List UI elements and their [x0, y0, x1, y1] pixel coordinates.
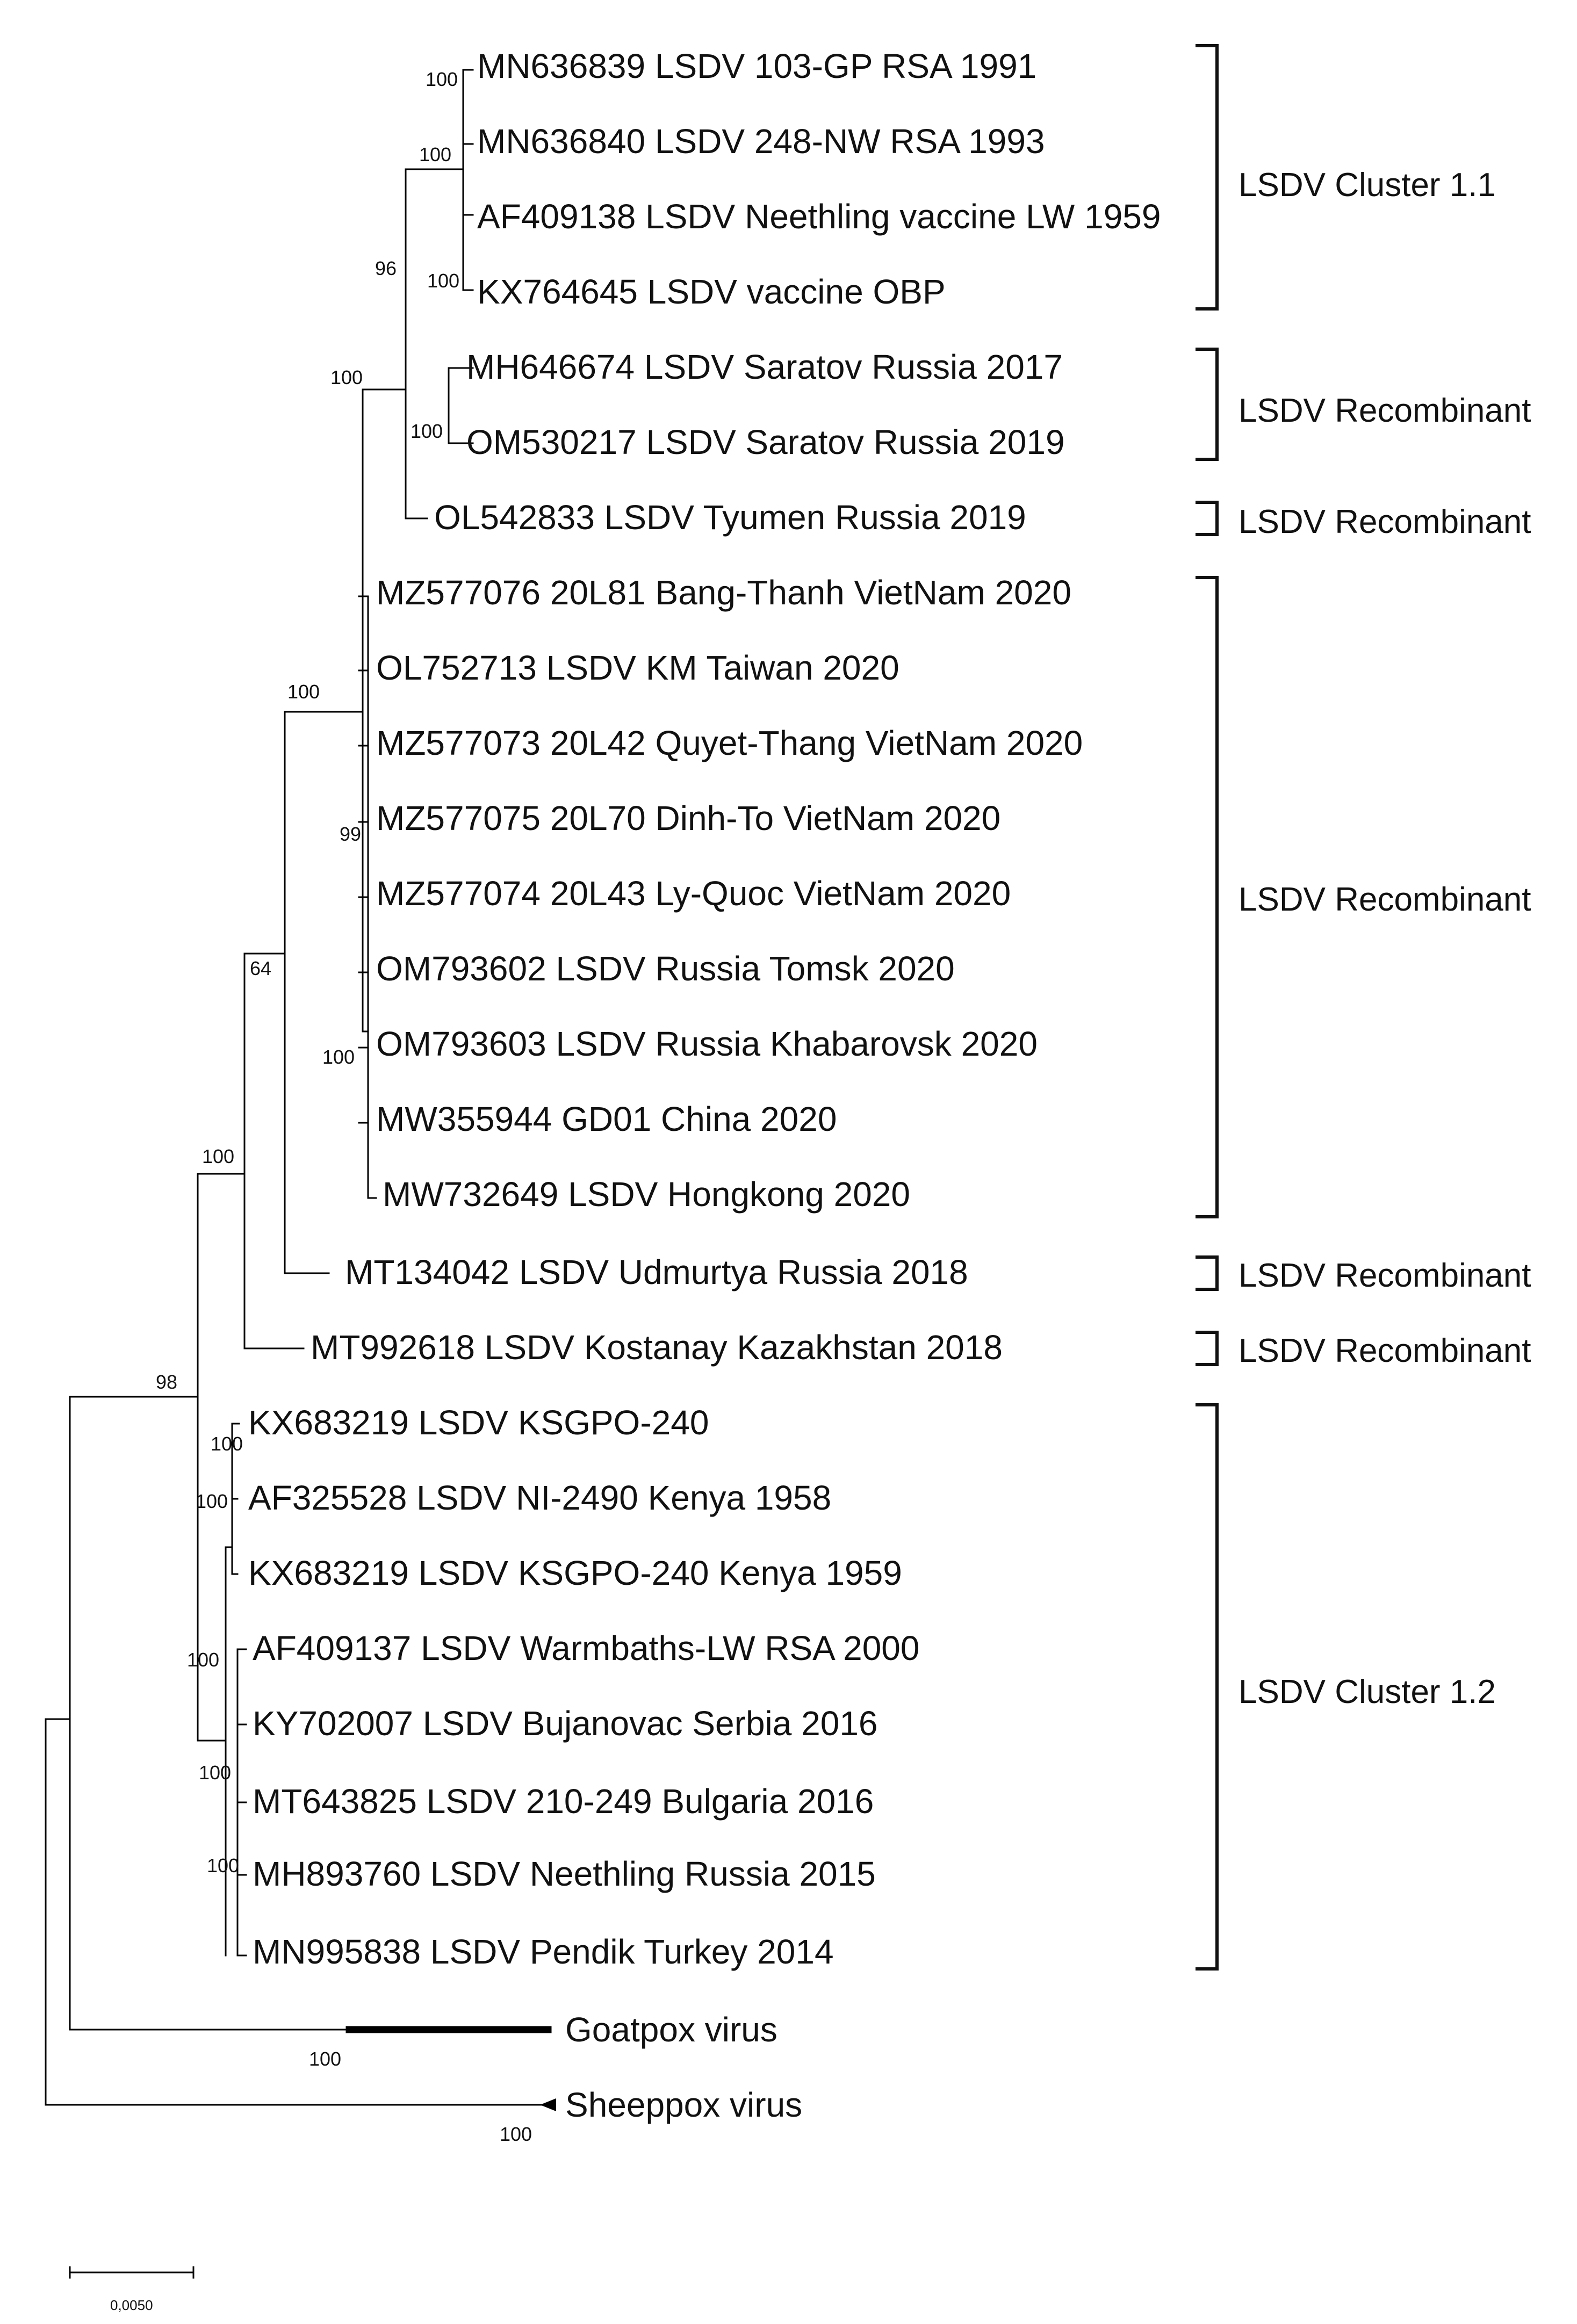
- clade-label: LSDV Recombinant: [1238, 1332, 1531, 1369]
- bootstrap-value: 98: [156, 1371, 178, 1393]
- taxon-label: MW732649 LSDV Hongkong 2020: [383, 1175, 910, 1214]
- bootstrap-value: 100: [211, 1433, 243, 1455]
- taxon-label: Goatpox virus: [565, 2010, 777, 2049]
- taxon-label: MZ577074 20L43 Ly-Quoc VietNam 2020: [376, 874, 1011, 913]
- taxon-label: OM793603 LSDV Russia Khabarovsk 2020: [376, 1024, 1038, 1063]
- taxon-label: MW355944 GD01 China 2020: [376, 1100, 837, 1138]
- taxon-label: KY702007 LSDV Bujanovac Serbia 2016: [253, 1704, 878, 1743]
- clade-label: LSDV Cluster 1.1: [1238, 167, 1496, 204]
- taxon-label: KX683219 LSDV KSGPO-240: [248, 1403, 709, 1442]
- bootstrap-value: 64: [250, 957, 272, 979]
- clade-bracket: [1196, 1257, 1217, 1289]
- bootstrap-value: 96: [375, 257, 397, 279]
- bootstrap-value: 99: [340, 823, 362, 845]
- scale-bar-label: 0,0050: [110, 2297, 153, 2313]
- clade-bracket: [1196, 1332, 1217, 1365]
- taxon-label: OM793602 LSDV Russia Tomsk 2020: [376, 949, 955, 988]
- taxon-label: OL752713 LSDV KM Taiwan 2020: [376, 648, 899, 687]
- clade-bracket: [1196, 578, 1217, 1217]
- clade-label: LSDV Cluster 1.2: [1238, 1673, 1496, 1710]
- clade-label: LSDV Recombinant: [1238, 1257, 1531, 1294]
- taxon-label: MH893760 LSDV Neethling Russia 2015: [253, 1854, 876, 1893]
- clade-bracket: [1196, 1405, 1217, 1969]
- taxon-label: MN636839 LSDV 103-GP RSA 1991: [477, 47, 1037, 85]
- taxon-label: MT992618 LSDV Kostanay Kazakhstan 2018: [311, 1328, 1003, 1367]
- taxon-label: OL542833 LSDV Tyumen Russia 2019: [434, 498, 1026, 537]
- taxon-label: MN636840 LSDV 248-NW RSA 1993: [477, 122, 1045, 161]
- taxon-label: KX683219 LSDV KSGPO-240 Kenya 1959: [248, 1554, 902, 1592]
- bootstrap-value: 100: [187, 1649, 220, 1671]
- clade-label: LSDV Recombinant: [1238, 392, 1531, 429]
- taxon-label: MT134042 LSDV Udmurtya Russia 2018: [345, 1253, 968, 1291]
- taxon-label: MZ577073 20L42 Quyet-Thang VietNam 2020: [376, 724, 1083, 762]
- bootstrap-value: 100: [419, 143, 452, 165]
- bootstrap-value: 100: [500, 2123, 532, 2145]
- taxon-label: KX764645 LSDV vaccine OBP: [477, 272, 946, 311]
- taxon-label: MZ577076 20L81 Bang-Thanh VietNam 2020: [376, 573, 1071, 612]
- bootstrap-value: 100: [199, 1762, 232, 1784]
- bootstrap-value: 100: [207, 1854, 240, 1876]
- clade-label: LSDV Recombinant: [1238, 503, 1531, 540]
- taxon-label: MN995838 LSDV Pendik Turkey 2014: [253, 1932, 834, 1971]
- clade-bracket: [1196, 349, 1217, 459]
- bootstrap-value: 100: [309, 2048, 342, 2070]
- taxon-label: OM530217 LSDV Saratov Russia 2019: [466, 423, 1065, 461]
- bootstrap-value: 100: [427, 270, 460, 292]
- taxon-labels: [248, 47, 1161, 2124]
- bootstrap-value: 100: [196, 1490, 228, 1512]
- taxon-label: MT643825 LSDV 210-249 Bulgaria 2016: [253, 1782, 874, 1821]
- taxon-label: MH646674 LSDV Saratov Russia 2017: [466, 348, 1063, 386]
- taxon-label: AF409138 LSDV Neethling vaccine LW 1959: [477, 197, 1161, 236]
- clade-bracket: [1196, 46, 1217, 309]
- bootstrap-value: 100: [322, 1046, 355, 1068]
- clade-bracket: [1196, 502, 1217, 535]
- clade-labels: [1238, 167, 1531, 1710]
- scale-bar: [70, 2267, 193, 2313]
- taxon-label: Sheeppox virus: [565, 2085, 803, 2124]
- bootstrap-value: 100: [202, 1145, 235, 1167]
- bootstrap-value: 100: [411, 420, 443, 442]
- bootstrap-value: 100: [287, 681, 320, 703]
- taxon-label: AF409137 LSDV Warmbaths-LW RSA 2000: [253, 1629, 920, 1668]
- taxon-label: MZ577075 20L70 Dinh-To VietNam 2020: [376, 799, 1001, 838]
- clade-brackets: [1196, 46, 1217, 1969]
- clade-label: LSDV Recombinant: [1238, 881, 1531, 918]
- bootstrap-value: 100: [426, 68, 458, 90]
- taxon-label: AF325528 LSDV NI-2490 Kenya 1958: [248, 1478, 832, 1517]
- sheeppox-tip: [540, 2098, 556, 2111]
- bootstrap-value: 100: [330, 366, 363, 388]
